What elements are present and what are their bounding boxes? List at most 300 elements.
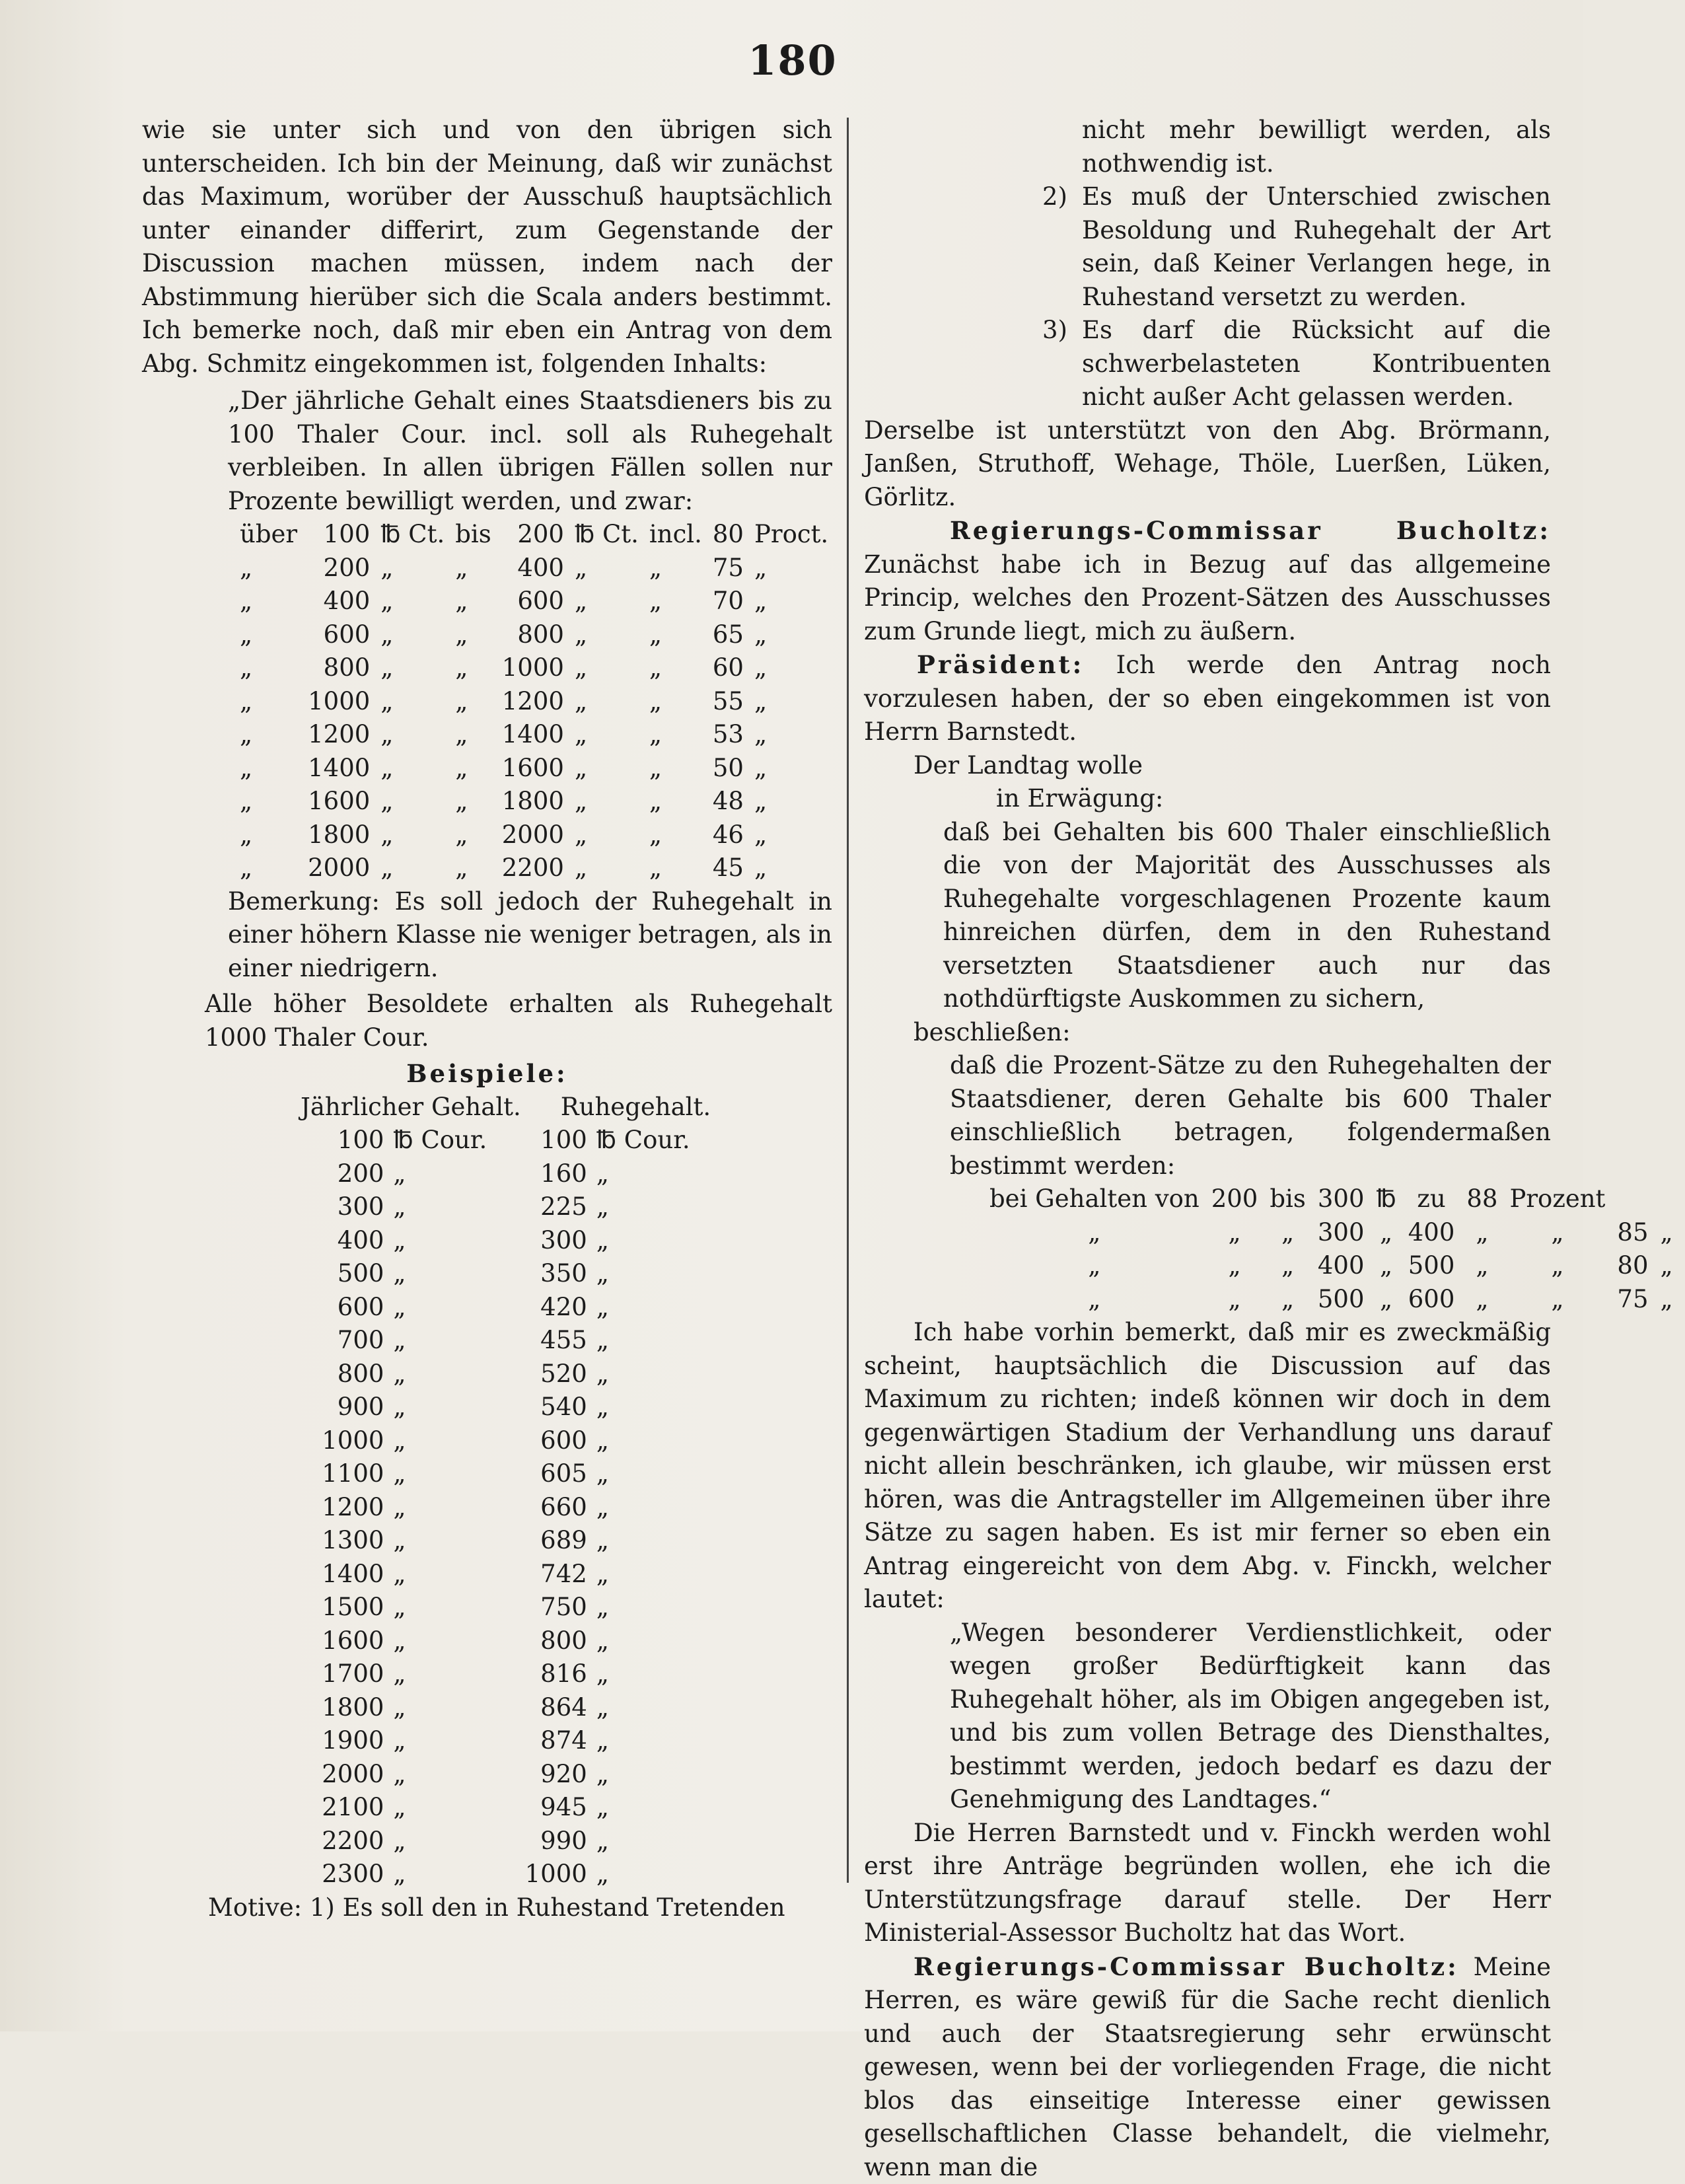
beispiele-cell: 800 (301, 1358, 384, 1391)
page-number: 180 (746, 36, 839, 85)
beispiele-cell: 350 (521, 1257, 587, 1291)
beispiele-row (301, 1291, 711, 1325)
scale-cell: „ (644, 651, 707, 685)
beispiele-cell: 742 (521, 1558, 587, 1591)
beispiele-header-gehalt: Jährlicher Gehalt. (301, 1091, 521, 1124)
scale-cell: „ (450, 618, 497, 652)
beispiele-row (301, 1491, 711, 1525)
speech-bucholtz-1 (864, 514, 1551, 648)
speech-bucholtz-2-text: Meine Herren, es wäre gewiß für die Sache recht dienlich und auch der Staatsregierung sehr erwünscht gewesen, wenn bei der vorliegenden Frage, die nicht blos das einseitige Interesse einer gewissen gesellschaftlichen Classe behandelt, die vielmehr, wenn man die (864, 1953, 1551, 2181)
beispiele-cell: „ (587, 1591, 711, 1624)
prozent-cell: „ (1661, 1283, 1685, 1317)
scale-cell: „ (644, 552, 707, 585)
prozent-row (989, 1283, 1685, 1317)
prozent-row (989, 1249, 1685, 1283)
scale-cell: „ (644, 819, 707, 852)
speech-praesident (864, 648, 1551, 749)
scale-cell: 2000 (497, 819, 569, 852)
scale-cell: „ (234, 618, 303, 652)
beispiele-cell: „ (384, 1524, 520, 1558)
scale-cell: 1000 (303, 685, 375, 719)
scale-cell: incl. (644, 518, 707, 552)
scale-cell: 600 (303, 618, 375, 652)
scale-cell: „ (375, 618, 450, 652)
beispiele-cell: „ (384, 1190, 520, 1224)
beispiele-row (301, 1457, 711, 1491)
scale-row (234, 518, 834, 552)
erwaegung-text: daß bei Gehalten bis 600 Thaler einschließlich die von der Majorität des Ausschusses als Ruhegehalte vorgeschlagenen Prozente kaum hinreichen dürfen, dem in den Ruhestand versetzten Staatsdiener auch nur das nothdürftigste Auskommen zu sichern, (864, 816, 1551, 1016)
beispiele-row (301, 1724, 711, 1758)
scale-row (234, 552, 834, 585)
scale-cell: „ (450, 785, 497, 819)
beispiele-cell: „ (384, 1391, 520, 1424)
prozent-cell: „ (1376, 1283, 1408, 1317)
beispiele-cell: 420 (521, 1291, 587, 1325)
scale-row (234, 585, 834, 618)
beispiele-cell: „ (384, 1558, 520, 1591)
prozent-cell: „ (1509, 1249, 1617, 1283)
beispiele-cell: 225 (521, 1190, 587, 1224)
beispiele-row (301, 1257, 711, 1291)
beispiele-cell: „ (587, 1291, 711, 1325)
scale-cell: 65 (707, 618, 749, 652)
beispiele-cell: 900 (301, 1391, 384, 1424)
scale-cell: 1800 (303, 819, 375, 852)
prozent-row (989, 1183, 1685, 1216)
beispiele-cell: „ (384, 1257, 520, 1291)
beispiele-table (301, 1091, 711, 1891)
scale-cell: „ (375, 718, 450, 752)
beispiele-row (301, 1858, 711, 1891)
speech-bucholtz-2 (864, 1950, 1551, 2184)
in-erwaegung: in Erwägung: (864, 782, 1551, 816)
beispiele-cell: 660 (521, 1491, 587, 1525)
bemerkung-paragraph: Bemerkung: Es soll jedoch der Ruhegehalt in einer höhern Klasse nie weniger betragen, als in einer niedrigern. (142, 885, 832, 986)
scale-cell: 46 (707, 819, 749, 852)
beispiele-cell: 520 (521, 1358, 587, 1391)
beispiele-cell: 816 (521, 1657, 587, 1691)
scale-cell: 75 (707, 552, 749, 585)
hoeher-paragraph: Alle höher Besoldete erhalten als Ruhegehalt 1000 Thaler Cour. (142, 988, 832, 1054)
beispiele-cell: „ (587, 1457, 711, 1491)
beispiele-cell: 1400 (301, 1558, 384, 1591)
scale-cell: „ (644, 785, 707, 819)
scale-cell: „ (749, 618, 834, 652)
scale-cell: „ (569, 785, 644, 819)
scale-row (234, 752, 834, 785)
beispiele-cell: „ (587, 1825, 711, 1858)
beispiele-cell: 455 (521, 1324, 587, 1358)
beispiele-cell: „ (384, 1657, 520, 1691)
beispiele-cell: „ (587, 1691, 711, 1725)
scale-cell: „ (375, 585, 450, 618)
scale-cell: 1800 (497, 785, 569, 819)
beispiele-row (301, 1224, 711, 1258)
percentage-scale-table (234, 518, 834, 885)
beispiele-cell: „ (587, 1224, 711, 1258)
scale-cell: „ (569, 552, 644, 585)
prozent-cell: 80 (1617, 1249, 1660, 1283)
beispiele-cell: 1000 (301, 1424, 384, 1458)
scale-cell: „ (569, 585, 644, 618)
scale-cell: 100 (303, 518, 375, 552)
prozent-cell: „ (1211, 1283, 1270, 1317)
scale-cell: „ (234, 718, 303, 752)
prozent-cell: 300 (1318, 1216, 1377, 1250)
scale-cell: „ (450, 585, 497, 618)
scale-cell: 48 (707, 785, 749, 819)
scale-cell: 1000 (497, 651, 569, 685)
prozent-cell: 600 (1408, 1283, 1467, 1317)
beispiele-cell: „ (384, 1457, 520, 1491)
scale-cell: 200 (303, 552, 375, 585)
scale-cell: „ (450, 552, 497, 585)
motive-continuation: nicht mehr bewilligt werden, als nothwendig ist. (864, 114, 1551, 180)
beispiele-cell: 2000 (301, 1758, 384, 1792)
beispiele-cell: 2200 (301, 1825, 384, 1858)
scale-cell: „ (450, 651, 497, 685)
scale-cell: „ (749, 651, 834, 685)
scale-cell: „ (234, 785, 303, 819)
beispiele-row (301, 1691, 711, 1725)
scale-cell: „ (234, 552, 303, 585)
scale-cell: 1200 (497, 685, 569, 719)
beispiele-row (301, 1391, 711, 1424)
beispiele-row (301, 1657, 711, 1691)
beispiele-row (301, 1758, 711, 1792)
prozent-cell: „ (989, 1283, 1211, 1317)
beispiele-cell: „ (587, 1758, 711, 1792)
prozent-cell: „ (1211, 1216, 1270, 1250)
beispiele-row (301, 1791, 711, 1825)
scale-cell: „ (450, 718, 497, 752)
prozent-cell: bei Gehalten von (989, 1183, 1211, 1216)
scale-cell: „ (569, 819, 644, 852)
prozent-cell: „ (1211, 1249, 1270, 1283)
beispiele-cell: „ (587, 1324, 711, 1358)
scale-cell: 80 (707, 518, 749, 552)
scale-cell: „ (749, 718, 834, 752)
prozent-table (989, 1183, 1685, 1316)
scale-cell: „ (644, 718, 707, 752)
scale-cell: „ (234, 752, 303, 785)
beispiele-cell: „ (587, 1424, 711, 1458)
beispiele-cell: „ (384, 1591, 520, 1624)
beispiele-cell: „ (587, 1257, 711, 1291)
beispiele-cell: 100 (521, 1124, 587, 1157)
beispiele-cell: 600 (521, 1424, 587, 1458)
beispiele-cell: 400 (301, 1224, 384, 1258)
beispiele-cell: „ (587, 1624, 711, 1658)
beispiele-cell: 874 (521, 1724, 587, 1758)
beispiele-cell: 700 (301, 1324, 384, 1358)
beispiele-row (301, 1825, 711, 1858)
scale-row (234, 718, 834, 752)
scale-cell: „ (234, 852, 303, 885)
scale-cell: „ (375, 752, 450, 785)
beschluss-text: daß die Prozent-Sätze zu den Ruhegehalten der Staatsdiener, deren Gehalte bis 600 Thaler einschließlich betragen, folgendermaßen bestimmt werden: (864, 1049, 1551, 1183)
scale-cell: Proct. (749, 518, 834, 552)
beispiele-cell: ℔ Cour. (384, 1124, 520, 1157)
scale-cell: „ (644, 685, 707, 719)
scale-cell: „ (749, 819, 834, 852)
prozent-cell: „ (1270, 1249, 1318, 1283)
beispiele-cell: „ (587, 1558, 711, 1591)
antrag-schmitz: „Der jährliche Gehalt eines Staatsdieners bis zu 100 Thaler Cour. incl. soll als Ruhegehalt verbleiben. In allen übrigen Fällen sollen nur Prozente bewilligt werden, und zwar: (142, 384, 832, 518)
scale-row (234, 685, 834, 719)
beispiele-row (301, 1558, 711, 1591)
scale-cell: „ (234, 651, 303, 685)
scale-cell: „ (749, 552, 834, 585)
beispiele-cell: „ (384, 1324, 520, 1358)
beispiele-cell: 1700 (301, 1657, 384, 1691)
beispiele-cell: ℔ Cour. (587, 1124, 711, 1157)
scale-row (234, 651, 834, 685)
scale-cell: 600 (497, 585, 569, 618)
scale-cell: „ (749, 752, 834, 785)
prozent-cell: „ (989, 1216, 1211, 1250)
prozent-cell: 85 (1617, 1216, 1660, 1250)
prozent-cell: 400 (1408, 1216, 1467, 1250)
scale-cell: „ (749, 785, 834, 819)
beispiele-cell: 689 (521, 1524, 587, 1558)
beispiele-cell: „ (587, 1391, 711, 1424)
scale-cell: bis (450, 518, 497, 552)
antrag-finckh: „Wegen besonderer Verdienstlichkeit, oder wegen großer Bedürftigkeit kann das Ruhegehalt höher, als im Obigen angegeben ist, und bis zum vollen Betrage des Diensthaltes, bestimmt werden, jedoch bedarf es dazu der Genehmigung des Landtages.“ (864, 1617, 1551, 1817)
beispiele-cell: „ (587, 1491, 711, 1525)
prozent-cell: „ (1466, 1283, 1509, 1317)
scale-cell: 1400 (303, 752, 375, 785)
herren-paragraph: Die Herren Barnstedt und v. Finckh werden wohl erst ihre Anträge begründen wollen, ehe ich die Unterstützungsfrage darauf stelle. Der Herr Ministerial-Assessor Bucholtz hat das Wort. (864, 1817, 1551, 1950)
beispiele-cell: 1200 (301, 1491, 384, 1525)
motive-list-text: Es darf die Rücksicht auf die schwerbelasteten Kontribuenten nicht außer Acht gelassen werden. (1082, 314, 1551, 414)
beispiele-cell: „ (384, 1858, 520, 1891)
scale-cell: 70 (707, 585, 749, 618)
prozent-cell: „ (1661, 1249, 1685, 1283)
prozent-cell: „ (1376, 1249, 1408, 1283)
prozent-cell: 88 (1466, 1183, 1509, 1216)
prozent-cell: „ (1270, 1283, 1318, 1317)
speaker-bucholtz-1: Regierungs-Commissar Bucholtz: (950, 516, 1551, 545)
scale-cell: „ (569, 651, 644, 685)
beispiele-cell: 200 (301, 1157, 384, 1191)
scale-cell: „ (450, 852, 497, 885)
beispiele-cell: 1000 (521, 1858, 587, 1891)
scale-cell: 60 (707, 651, 749, 685)
beispiele-row (301, 1358, 711, 1391)
right-column (864, 114, 1551, 2184)
prozent-cell: 500 (1318, 1283, 1377, 1317)
prozent-cell: Prozent (1509, 1183, 1617, 1216)
scale-cell: „ (450, 685, 497, 719)
scale-cell: 50 (707, 752, 749, 785)
beschliessen: beschließen: (864, 1016, 1551, 1050)
scale-cell: 200 (497, 518, 569, 552)
scale-cell: „ (375, 552, 450, 585)
scale-cell: „ (644, 852, 707, 885)
scale-cell: „ (644, 752, 707, 785)
scale-cell: 1200 (303, 718, 375, 752)
scale-cell: „ (749, 685, 834, 719)
beispiele-cell: „ (587, 1858, 711, 1891)
speech-bucholtz-continued: Ich habe vorhin bemerkt, daß mir es zweckmäßig scheint, hauptsächlich die Discussion auf das Maximum zu richten; indeß können wir doch in dem gegenwärtigen Stadium der Verhandlung uns darauf nicht allein beschränken, ich glaube, wir müssen erst hören, was die Antragsteller im Allgemeinen über ihre Sätze zu sagen haben. Es ist mir ferner so eben ein Antrag eingereicht von dem Abg. v. Finckh, welcher lautet: (864, 1316, 1551, 1617)
unterstuetzt-paragraph: Derselbe ist unterstützt von den Abg. Brörmann, Janßen, Struthoff, Wehage, Thöle, Luerßen, Lüken, Görlitz. (864, 414, 1551, 515)
beispiele-cell: 1900 (301, 1724, 384, 1758)
beispiele-row (301, 1124, 711, 1157)
prozent-cell: 75 (1617, 1283, 1660, 1317)
beispiele-cell: „ (587, 1157, 711, 1191)
scale-cell: „ (644, 618, 707, 652)
motive-list-number: 3) (1042, 314, 1082, 414)
beispiele-cell: „ (384, 1825, 520, 1858)
prozent-cell: zu (1408, 1183, 1467, 1216)
beispiele-row (301, 1324, 711, 1358)
prozent-cell: 200 (1211, 1183, 1270, 1216)
beispiele-cell: „ (384, 1157, 520, 1191)
scale-cell: „ (569, 752, 644, 785)
beispiele-cell: 540 (521, 1391, 587, 1424)
prozent-cell: „ (1509, 1216, 1617, 1250)
scale-cell: „ (234, 685, 303, 719)
speech-bucholtz-1-text: Zunächst habe ich in Bezug auf das allgemeine Princip, welches den Prozent-Sätzen des Ausschusses zum Grunde liegt, mich zu äußern. (864, 550, 1551, 645)
scale-cell: „ (375, 852, 450, 885)
beispiele-cell: „ (384, 1791, 520, 1825)
beispiele-cell: „ (384, 1224, 520, 1258)
scale-cell: ℔ Ct. (569, 518, 644, 552)
beispiele-cell: „ (587, 1524, 711, 1558)
prozent-cell: „ (1509, 1283, 1617, 1317)
beispiele-cell: 864 (521, 1691, 587, 1725)
prozent-cell: 500 (1408, 1249, 1467, 1283)
motive-list (864, 180, 1551, 414)
beispiele-cell: 2100 (301, 1791, 384, 1825)
beispiele-cell: „ (384, 1624, 520, 1658)
beispiele-cell: „ (384, 1358, 520, 1391)
prozent-cell: bis (1270, 1183, 1318, 1216)
beispiele-cell: 945 (521, 1791, 587, 1825)
beispiele-cell: „ (384, 1758, 520, 1792)
beispiele-cell: 100 (301, 1124, 384, 1157)
beispiele-cell: „ (587, 1190, 711, 1224)
scale-cell: „ (375, 819, 450, 852)
beispiele-row (301, 1424, 711, 1458)
scale-row (234, 618, 834, 652)
motive-paragraph: Motive: 1) Es soll den in Ruhestand Tretenden (142, 1891, 832, 1925)
beispiele-cell: „ (384, 1291, 520, 1325)
scale-cell: „ (375, 785, 450, 819)
scale-cell: „ (234, 819, 303, 852)
scale-cell: „ (569, 852, 644, 885)
scale-row (234, 852, 834, 885)
beispiele-row (301, 1591, 711, 1624)
scale-cell: „ (749, 852, 834, 885)
prozent-cell: „ (1270, 1216, 1318, 1250)
scale-cell: 1600 (303, 785, 375, 819)
beispiele-cell: 920 (521, 1758, 587, 1792)
scale-row (234, 785, 834, 819)
scale-cell: 53 (707, 718, 749, 752)
scale-cell: „ (569, 718, 644, 752)
motive-list-item (1042, 314, 1551, 414)
prozent-cell: 400 (1318, 1249, 1377, 1283)
scale-cell: 45 (707, 852, 749, 885)
prozent-cell: „ (989, 1249, 1211, 1283)
beispiele-title: Beispiele: (142, 1057, 832, 1091)
prozent-row (989, 1216, 1685, 1250)
scale-cell: „ (375, 651, 450, 685)
beispiele-cell: „ (587, 1724, 711, 1758)
intro-paragraph: wie sie unter sich und von den übrigen sich unterscheiden. Ich bin der Meinung, daß wir zunächst das Maximum, worüber der Ausschuß hauptsächlich unter einander differirt, zum Gegenstande der Discussion machen müssen, indem nach der Abstimmung hierüber sich die Scala anders bestimmt. Ich bemerke noch, daß mir eben ein Antrag von dem Abg. Schmitz eingekommen ist, folgenden Inhalts: (142, 114, 832, 381)
beispiele-header-ruhegehalt: Ruhegehalt. (521, 1091, 711, 1124)
scale-cell: 400 (497, 552, 569, 585)
scale-row (234, 819, 834, 852)
beispiele-cell: 990 (521, 1825, 587, 1858)
scale-cell: „ (749, 585, 834, 618)
landtag-wolle: Der Landtag wolle (864, 749, 1551, 783)
prozent-cell: „ (1466, 1249, 1509, 1283)
beispiele-cell: 1800 (301, 1691, 384, 1725)
scale-cell: 2000 (303, 852, 375, 885)
scale-cell: über (234, 518, 303, 552)
scale-cell: 1600 (497, 752, 569, 785)
motive-list-item (1042, 180, 1551, 314)
scale-cell: 55 (707, 685, 749, 719)
scale-cell: „ (569, 685, 644, 719)
beispiele-cell: 1300 (301, 1524, 384, 1558)
beispiele-cell: 300 (301, 1190, 384, 1224)
beispiele-cell: „ (587, 1657, 711, 1691)
beispiele-cell: 300 (521, 1224, 587, 1258)
beispiele-cell: 800 (521, 1624, 587, 1658)
beispiele-cell: „ (384, 1491, 520, 1525)
scale-cell: „ (450, 819, 497, 852)
scale-cell: 800 (497, 618, 569, 652)
beispiele-cell: 600 (301, 1291, 384, 1325)
scale-cell: 400 (303, 585, 375, 618)
motive-list-number: 2) (1042, 180, 1082, 314)
beispiele-cell: 160 (521, 1157, 587, 1191)
beispiele-cell: 500 (301, 1257, 384, 1291)
beispiele-row (301, 1190, 711, 1224)
beispiele-row (301, 1524, 711, 1558)
beispiele-cell: „ (384, 1724, 520, 1758)
scale-cell: „ (234, 585, 303, 618)
beispiele-row (301, 1157, 711, 1191)
prozent-cell: „ (1661, 1216, 1685, 1250)
beispiele-cell: „ (384, 1424, 520, 1458)
beispiele-cell: 750 (521, 1591, 587, 1624)
scale-cell: „ (450, 752, 497, 785)
beispiele-cell: „ (587, 1791, 711, 1825)
speaker-praesident: Präsident: (917, 650, 1084, 679)
scale-cell: „ (375, 685, 450, 719)
scale-cell: 2200 (497, 852, 569, 885)
scale-cell: 800 (303, 651, 375, 685)
beispiele-cell: 1500 (301, 1591, 384, 1624)
beispiele-row (301, 1624, 711, 1658)
prozent-cell: „ (1466, 1216, 1509, 1250)
motive-list-text: Es muß der Unterschied zwischen Besoldung und Ruhegehalt der Art sein, daß Keiner Verlangen hege, in Ruhestand versetzt zu werden. (1082, 180, 1551, 314)
scale-cell: 1400 (497, 718, 569, 752)
beispiele-cell: 2300 (301, 1858, 384, 1891)
speech-praesident-text: Ich werde den Antrag noch vorzulesen haben, der so eben eingekommen ist von Herrn Barnstedt. (864, 651, 1551, 746)
scale-cell: ℔ Ct. (375, 518, 450, 552)
column-divider (847, 118, 849, 1883)
prozent-cell: ℔ (1376, 1183, 1408, 1216)
beispiele-cell: 1600 (301, 1624, 384, 1658)
speaker-bucholtz-2: Regierungs-Commissar Bucholtz: (914, 1952, 1459, 1981)
beispiele-cell: „ (384, 1691, 520, 1725)
